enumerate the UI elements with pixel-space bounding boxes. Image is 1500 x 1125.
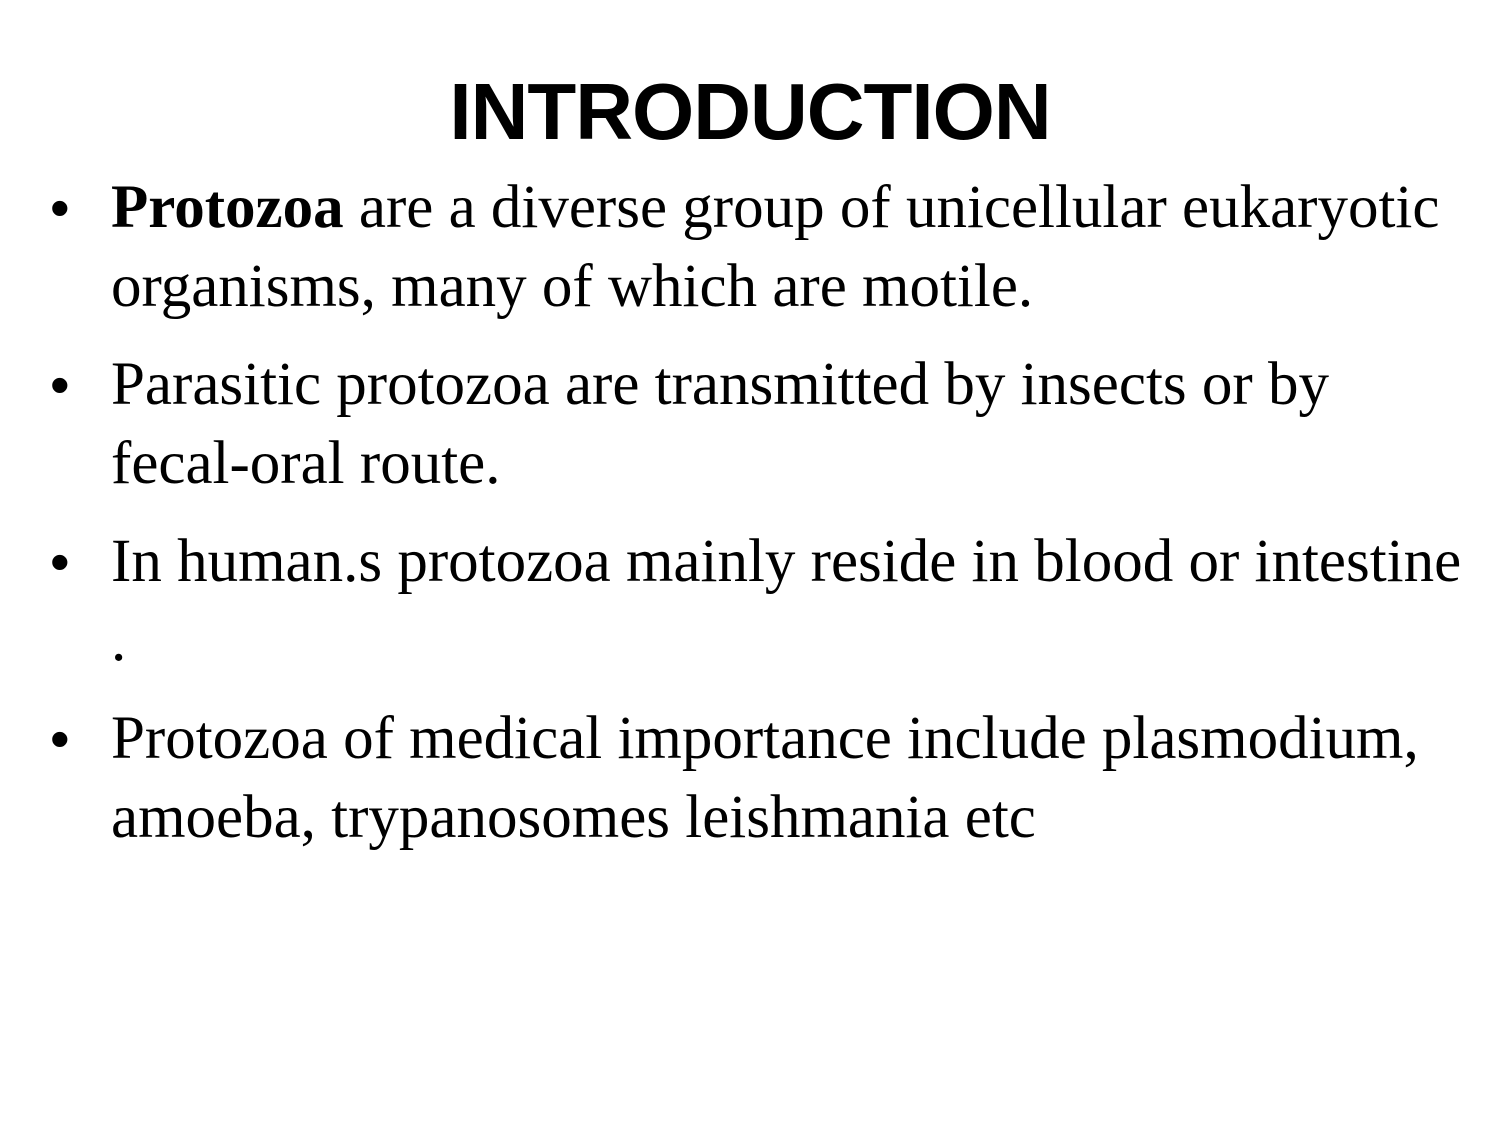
slide-title: INTRODUCTION	[449, 67, 1051, 156]
bullet-bold-term: Protozoa	[111, 174, 344, 241]
bullet-item-protozoa-definition	[50, 168, 1470, 326]
bullet-text: Parasitic protozoa are transmitted by insects or by fecal-oral route.	[111, 351, 1329, 497]
bullet-item-habitat	[50, 522, 1470, 680]
bullet-text: Protozoa of medical importance include plasmodium, amoeba, trypanosomes leishmania etc	[111, 705, 1419, 851]
bullet-icon: •	[50, 353, 70, 416]
bullet-icon: •	[50, 176, 70, 239]
bullet-icon: •	[50, 530, 70, 593]
bullet-list	[50, 168, 1470, 876]
bullet-text: In human.s protozoa mainly reside in blood or intestine .	[111, 528, 1462, 674]
bullet-icon: •	[50, 707, 70, 770]
bullet-item-medical-importance	[50, 699, 1470, 857]
bullet-text: are a diverse group of unicellular eukaryotic organisms, many of which are motile.	[111, 174, 1440, 320]
bullet-item-transmission	[50, 345, 1470, 503]
